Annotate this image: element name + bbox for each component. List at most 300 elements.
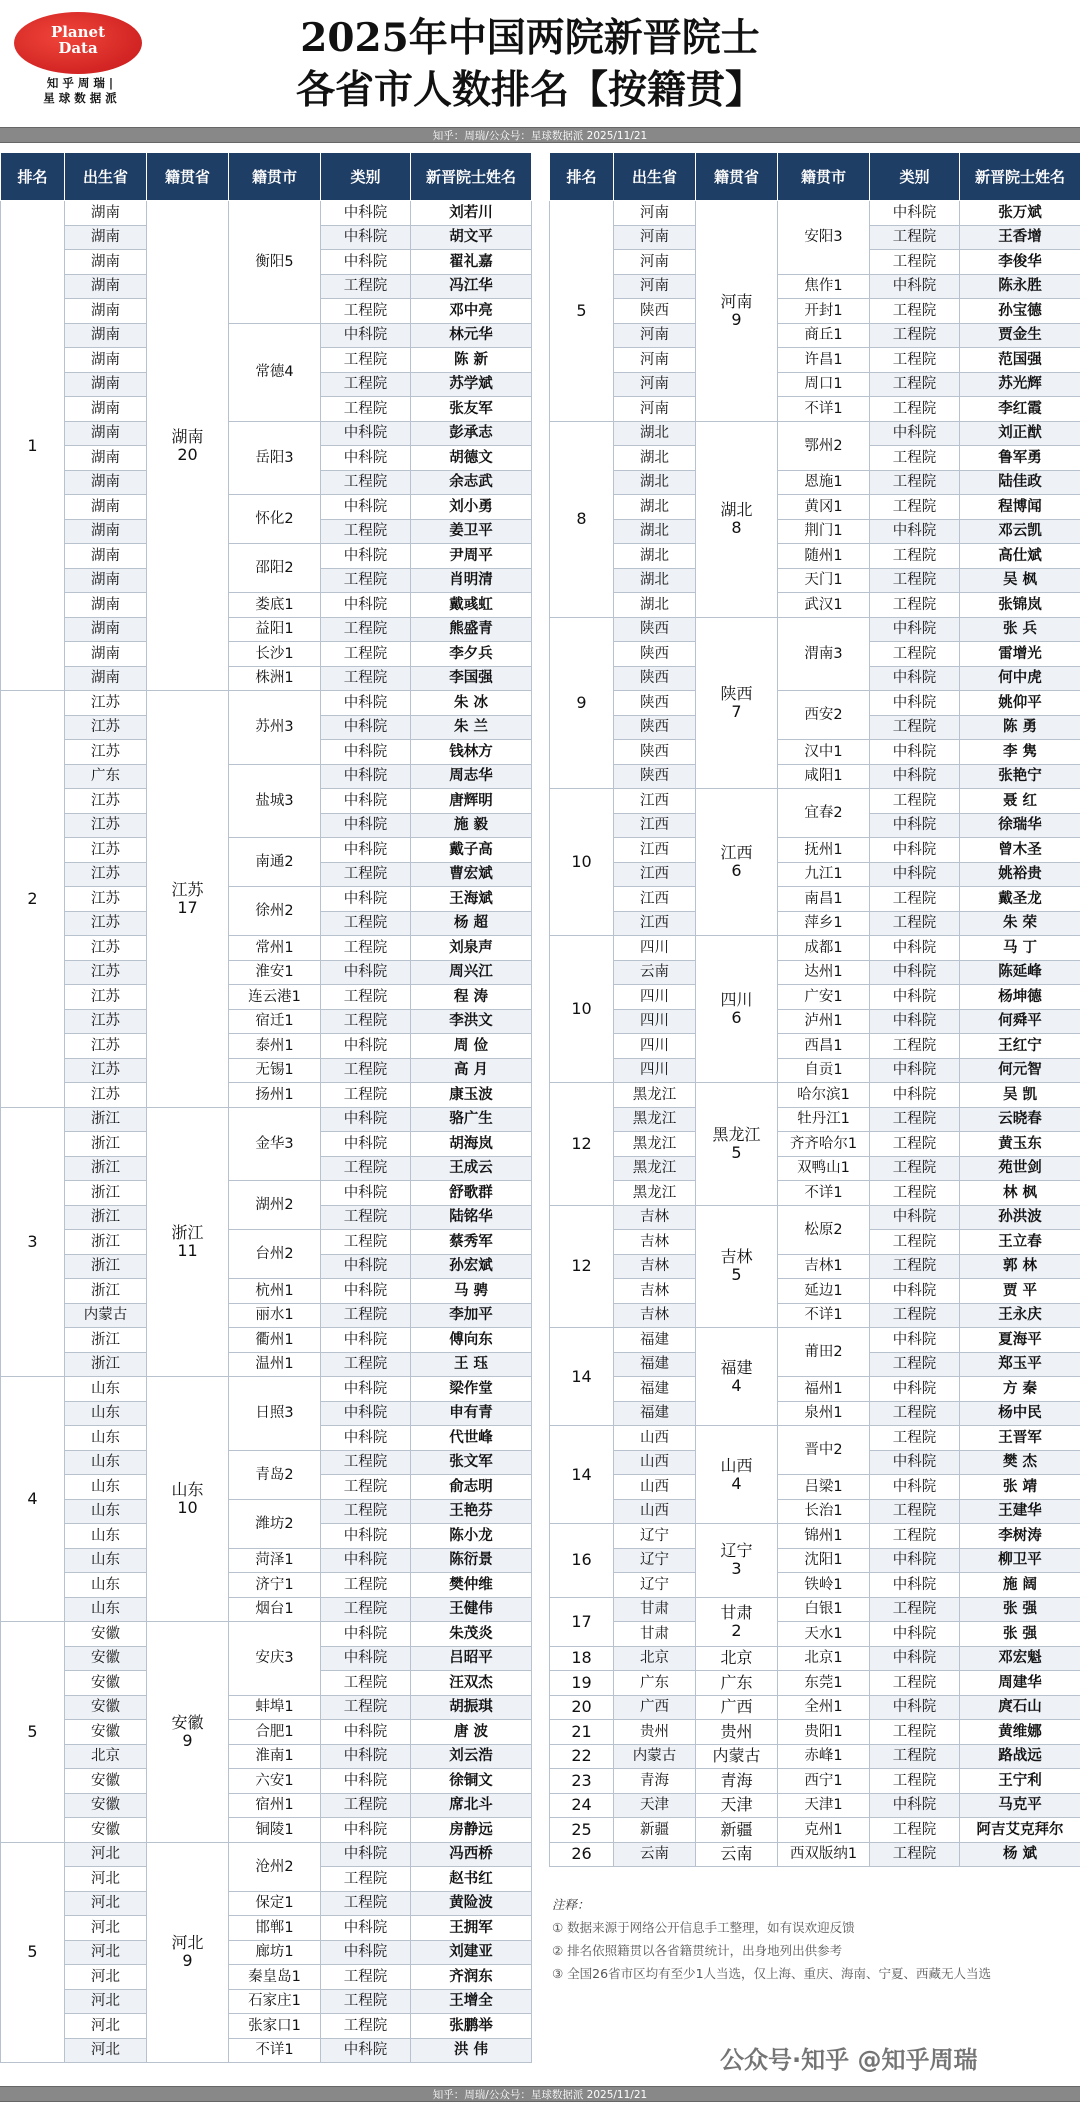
category-cell: 工程院 — [321, 1671, 411, 1696]
table-row — [550, 740, 1080, 765]
category-cell: 工程院 — [870, 1181, 960, 1206]
birth-province-cell: 甘肃 — [614, 1622, 696, 1647]
academician-name-cell: 冯江华 — [411, 274, 532, 299]
category-cell: 工程院 — [321, 1230, 411, 1255]
native-city-cell: 保定1 — [229, 1891, 321, 1916]
birth-province-cell: 湖南 — [65, 593, 147, 618]
academician-name-cell: 马克平 — [960, 1793, 1080, 1818]
title-line2: 各省市人数排名【按籍贯】 — [295, 67, 764, 113]
category-cell: 中科院 — [321, 1034, 411, 1059]
table-row — [550, 1181, 1080, 1206]
category-cell: 中科院 — [321, 887, 411, 912]
birth-province-cell: 江西 — [614, 887, 696, 912]
birth-province-cell: 陕西 — [614, 740, 696, 765]
category-cell: 中科院 — [321, 2038, 411, 2063]
native-city-cell: 怀化2 — [229, 495, 321, 544]
native-city-cell: 秦皇岛1 — [229, 1965, 321, 1990]
birth-province-cell: 湖南 — [65, 323, 147, 348]
table-row — [1, 2038, 532, 2063]
rank-cell: 1 — [1, 201, 65, 691]
birth-province-cell: 吉林 — [614, 1303, 696, 1328]
category-cell: 工程院 — [870, 1671, 960, 1696]
academician-name-cell: 鲁军勇 — [960, 446, 1080, 471]
category-cell: 中科院 — [321, 1622, 411, 1647]
academician-name-cell: 孙宏斌 — [411, 1254, 532, 1279]
category-cell: 工程院 — [870, 1034, 960, 1059]
category-cell: 中科院 — [321, 1254, 411, 1279]
native-province-cell: 江西 6 — [696, 789, 778, 936]
table-row — [1, 201, 532, 226]
ranking-table-left — [0, 152, 532, 2063]
native-province-cell: 吉林 5 — [696, 1205, 778, 1328]
academician-name-cell: 王永庆 — [960, 1303, 1080, 1328]
native-province-cell: 北京 — [696, 1646, 778, 1671]
birth-province-cell: 云南 — [614, 1842, 696, 1867]
academician-name-cell: 刘正猷 — [960, 421, 1080, 446]
native-province-cell: 四川 6 — [696, 936, 778, 1083]
academician-name-cell: 陆铭华 — [411, 1205, 532, 1230]
academician-name-cell: 马 骋 — [411, 1279, 532, 1304]
category-cell: 工程院 — [321, 1891, 411, 1916]
academician-name-cell: 张 强 — [960, 1597, 1080, 1622]
birth-province-cell: 黑龙江 — [614, 1132, 696, 1157]
category-cell: 工程院 — [321, 274, 411, 299]
academician-name-cell: 姚裕贵 — [960, 862, 1080, 887]
native-city-cell: 淮南1 — [229, 1744, 321, 1769]
academician-name-cell: 何元智 — [960, 1058, 1080, 1083]
table-row — [550, 299, 1080, 324]
category-cell: 中科院 — [870, 985, 960, 1010]
academician-name-cell: 周志华 — [411, 764, 532, 789]
category-cell: 工程院 — [321, 1009, 411, 1034]
academician-name-cell: 何舜平 — [960, 1009, 1080, 1034]
category-cell: 中科院 — [870, 666, 960, 691]
table-row — [1, 1793, 532, 1818]
table-header-row — [1, 153, 532, 201]
category-cell: 工程院 — [321, 666, 411, 691]
table-row — [1, 1916, 532, 1941]
category-cell: 中科院 — [321, 1426, 411, 1451]
birth-province-cell: 陕西 — [614, 764, 696, 789]
birth-province-cell: 吉林 — [614, 1205, 696, 1230]
native-city-cell: 泉州1 — [778, 1401, 870, 1426]
birth-province-cell: 山东 — [65, 1524, 147, 1549]
academician-name-cell: 杨 超 — [411, 911, 532, 936]
table-row — [1, 544, 532, 569]
academician-name-cell: 孙洪波 — [960, 1205, 1080, 1230]
academician-name-cell: 梁作堂 — [411, 1377, 532, 1402]
birth-province-cell: 浙江 — [65, 1181, 147, 1206]
native-city-cell: 铁岭1 — [778, 1573, 870, 1598]
table-row — [1, 1744, 532, 1769]
academician-name-cell: 康玉波 — [411, 1083, 532, 1108]
table-row — [550, 887, 1080, 912]
academician-name-cell: 聂 红 — [960, 789, 1080, 814]
academician-name-cell: 李国强 — [411, 666, 532, 691]
birth-province-cell: 河北 — [65, 2014, 147, 2039]
birth-province-cell: 浙江 — [65, 1230, 147, 1255]
academician-name-cell: 戴圣龙 — [960, 887, 1080, 912]
category-cell: 工程院 — [321, 1156, 411, 1181]
table-row — [550, 1254, 1080, 1279]
academician-name-cell: 庹石山 — [960, 1695, 1080, 1720]
native-city-cell: 不详1 — [778, 1181, 870, 1206]
category-cell: 中科院 — [870, 813, 960, 838]
category-cell: 中科院 — [321, 1107, 411, 1132]
category-cell: 工程院 — [870, 642, 960, 667]
category-cell: 工程院 — [321, 1793, 411, 1818]
column-header: 排名 — [550, 153, 614, 201]
academician-name-cell: 刘云浩 — [411, 1744, 532, 1769]
watermark: 公众号·知乎 @知乎周瑞 — [720, 2046, 978, 2074]
birth-province-cell: 山东 — [65, 1573, 147, 1598]
native-city-cell: 菏泽1 — [229, 1548, 321, 1573]
birth-province-cell: 江苏 — [65, 691, 147, 716]
category-cell: 中科院 — [870, 617, 960, 642]
academician-name-cell: 陈 新 — [411, 348, 532, 373]
category-cell: 中科院 — [870, 1695, 960, 1720]
category-cell: 工程院 — [321, 1475, 411, 1500]
native-city-cell: 贵阳1 — [778, 1720, 870, 1745]
birth-province-cell: 江苏 — [65, 715, 147, 740]
category-cell: 工程院 — [321, 862, 411, 887]
category-cell: 工程院 — [321, 1965, 411, 1990]
native-city-cell: 天门1 — [778, 568, 870, 593]
birth-province-cell: 山东 — [65, 1499, 147, 1524]
table-row — [1, 936, 532, 961]
academician-name-cell: 王拥军 — [411, 1916, 532, 1941]
native-city-cell: 连云港1 — [229, 985, 321, 1010]
category-cell: 中科院 — [870, 1083, 960, 1108]
birth-province-cell: 浙江 — [65, 1352, 147, 1377]
table-row — [550, 1132, 1080, 1157]
native-city-cell: 青岛2 — [229, 1450, 321, 1499]
table-row — [1, 1842, 532, 1867]
academician-name-cell: 王海斌 — [411, 887, 532, 912]
category-cell: 工程院 — [870, 1769, 960, 1794]
academician-name-cell: 唐辉明 — [411, 789, 532, 814]
birth-province-cell: 山东 — [65, 1475, 147, 1500]
native-city-cell: 达州1 — [778, 960, 870, 985]
native-province-cell: 湖北 8 — [696, 421, 778, 617]
academician-name-cell: 熊盛青 — [411, 617, 532, 642]
birth-province-cell: 湖北 — [614, 593, 696, 618]
native-city-cell: 渭南3 — [778, 617, 870, 691]
notes-section — [552, 1893, 1072, 1985]
table-row — [1, 1352, 532, 1377]
category-cell: 工程院 — [321, 299, 411, 324]
table-row — [1, 1720, 532, 1745]
category-cell: 中科院 — [321, 1401, 411, 1426]
native-city-cell: 白银1 — [778, 1597, 870, 1622]
native-city-cell: 淮安1 — [229, 960, 321, 985]
category-cell: 中科院 — [870, 274, 960, 299]
category-cell: 中科院 — [321, 1916, 411, 1941]
table-row — [1, 1058, 532, 1083]
academician-name-cell: 吴 枫 — [960, 568, 1080, 593]
birth-province-cell: 内蒙古 — [614, 1744, 696, 1769]
native-province-cell: 贵州 — [696, 1720, 778, 1745]
native-province-cell: 安徽 9 — [147, 1622, 229, 1843]
category-cell: 工程院 — [870, 1303, 960, 1328]
native-city-cell: 常州1 — [229, 936, 321, 961]
academician-name-cell: 汪双杰 — [411, 1671, 532, 1696]
category-cell: 中科院 — [870, 862, 960, 887]
category-cell: 中科院 — [321, 1132, 411, 1157]
table-row — [550, 1842, 1080, 1867]
category-cell: 中科院 — [321, 250, 411, 275]
birth-province-cell: 云南 — [614, 960, 696, 985]
category-cell: 工程院 — [321, 372, 411, 397]
birth-province-cell: 广东 — [65, 764, 147, 789]
academician-name-cell: 蔡秀军 — [411, 1230, 532, 1255]
native-city-cell: 温州1 — [229, 1352, 321, 1377]
birth-province-cell: 河南 — [614, 201, 696, 226]
table-row — [1, 1989, 532, 2014]
academician-name-cell: 高 月 — [411, 1058, 532, 1083]
table-row — [1, 1328, 532, 1353]
academician-name-cell: 李树涛 — [960, 1524, 1080, 1549]
birth-province-cell: 河北 — [65, 1940, 147, 1965]
birth-province-cell: 黑龙江 — [614, 1156, 696, 1181]
category-cell: 工程院 — [870, 372, 960, 397]
native-city-cell: 西宁1 — [778, 1769, 870, 1794]
category-cell: 中科院 — [321, 1377, 411, 1402]
category-cell: 中科院 — [870, 519, 960, 544]
academician-name-cell: 黄玉东 — [960, 1132, 1080, 1157]
academician-name-cell: 朱 荣 — [960, 911, 1080, 936]
academician-name-cell: 邓宏魁 — [960, 1646, 1080, 1671]
table-row — [1, 1377, 532, 1402]
birth-province-cell: 河北 — [65, 1867, 147, 1892]
category-cell: 工程院 — [870, 715, 960, 740]
academician-name-cell: 张鹏举 — [411, 2014, 532, 2039]
column-header: 出生省 — [65, 153, 147, 201]
academician-name-cell: 傅向东 — [411, 1328, 532, 1353]
academician-name-cell: 李俊华 — [960, 250, 1080, 275]
table-row — [1, 764, 532, 789]
birth-province-cell: 河北 — [65, 1891, 147, 1916]
category-cell: 中科院 — [870, 691, 960, 716]
birth-province-cell: 陕西 — [614, 617, 696, 642]
category-cell: 中科院 — [321, 1548, 411, 1573]
native-city-cell: 宿州1 — [229, 1793, 321, 1818]
academician-name-cell: 余志武 — [411, 470, 532, 495]
table-row — [550, 789, 1080, 814]
birth-province-cell: 江苏 — [65, 1058, 147, 1083]
birth-province-cell: 浙江 — [65, 1107, 147, 1132]
native-city-cell: 克州1 — [778, 1818, 870, 1843]
academician-name-cell: 夏海平 — [960, 1328, 1080, 1353]
rank-cell: 26 — [550, 1842, 614, 1867]
birth-province-cell: 江苏 — [65, 1034, 147, 1059]
native-city-cell: 西昌1 — [778, 1034, 870, 1059]
category-cell: 中科院 — [321, 323, 411, 348]
table-row — [550, 1548, 1080, 1573]
native-city-cell: 天水1 — [778, 1622, 870, 1647]
birth-province-cell: 江苏 — [65, 887, 147, 912]
source-banner-bottom: 知乎：周瑞/公众号：星球数据派 2025/11/21 — [0, 2086, 1080, 2102]
birth-province-cell: 四川 — [614, 1009, 696, 1034]
birth-province-cell: 江苏 — [65, 813, 147, 838]
column-header: 籍贯省 — [696, 153, 778, 201]
column-header: 类别 — [870, 153, 960, 201]
academician-name-cell: 戴子高 — [411, 838, 532, 863]
native-province-cell: 浙江 11 — [147, 1107, 229, 1377]
native-province-cell: 云南 — [696, 1842, 778, 1867]
birth-province-cell: 山东 — [65, 1548, 147, 1573]
academician-name-cell: 李加平 — [411, 1303, 532, 1328]
native-city-cell: 汉中1 — [778, 740, 870, 765]
table-row — [550, 1695, 1080, 1720]
header — [0, 0, 1080, 126]
birth-province-cell: 河南 — [614, 323, 696, 348]
logo-subtitle — [20, 76, 140, 106]
native-city-cell: 烟台1 — [229, 1597, 321, 1622]
table-row — [1, 1940, 532, 1965]
birth-province-cell: 浙江 — [65, 1279, 147, 1304]
rank-cell: 22 — [550, 1744, 614, 1769]
academician-name-cell: 曾木圣 — [960, 838, 1080, 863]
birth-province-cell: 福建 — [614, 1377, 696, 1402]
table-row — [550, 1646, 1080, 1671]
academician-name-cell: 贾金生 — [960, 323, 1080, 348]
table-row — [550, 495, 1080, 520]
academician-name-cell: 王晋军 — [960, 1426, 1080, 1451]
birth-province-cell: 陕西 — [614, 299, 696, 324]
rank-cell: 24 — [550, 1793, 614, 1818]
birth-province-cell: 安徽 — [65, 1671, 147, 1696]
category-cell: 中科院 — [870, 838, 960, 863]
category-cell: 工程院 — [870, 544, 960, 569]
academician-name-cell: 徐瑞华 — [960, 813, 1080, 838]
birth-province-cell: 山西 — [614, 1499, 696, 1524]
academician-name-cell: 邓中亮 — [411, 299, 532, 324]
native-city-cell: 武汉1 — [778, 593, 870, 618]
table-row — [1, 1597, 532, 1622]
academician-name-cell: 张 靖 — [960, 1475, 1080, 1500]
native-city-cell: 齐齐哈尔1 — [778, 1132, 870, 1157]
academician-name-cell: 何中虎 — [960, 666, 1080, 691]
birth-province-cell: 安徽 — [65, 1818, 147, 1843]
birth-province-cell: 湖南 — [65, 421, 147, 446]
birth-province-cell: 湖南 — [65, 446, 147, 471]
birth-province-cell: 四川 — [614, 985, 696, 1010]
academician-name-cell: 王宁利 — [960, 1769, 1080, 1794]
rank-cell: 5 — [1, 1842, 65, 2063]
category-cell: 工程院 — [870, 1401, 960, 1426]
table-row — [1, 666, 532, 691]
birth-province-cell: 湖南 — [65, 666, 147, 691]
native-city-cell: 不详1 — [778, 397, 870, 422]
birth-province-cell: 山东 — [65, 1450, 147, 1475]
column-header: 籍贯市 — [229, 153, 321, 201]
category-cell: 中科院 — [321, 1769, 411, 1794]
academician-name-cell: 李红霞 — [960, 397, 1080, 422]
native-city-cell: 丽水1 — [229, 1303, 321, 1328]
birth-province-cell: 吉林 — [614, 1254, 696, 1279]
native-city-cell: 双鸭山1 — [778, 1156, 870, 1181]
native-city-cell: 杭州1 — [229, 1279, 321, 1304]
rank-cell: 9 — [550, 617, 614, 789]
table-row — [550, 1573, 1080, 1598]
native-province-cell: 内蒙古 — [696, 1744, 778, 1769]
category-cell: 工程院 — [321, 936, 411, 961]
table-row — [550, 617, 1080, 642]
birth-province-cell: 安徽 — [65, 1769, 147, 1794]
category-cell: 工程院 — [870, 887, 960, 912]
table-row — [1, 1622, 532, 1647]
academician-name-cell: 贾 平 — [960, 1279, 1080, 1304]
birth-province-cell: 内蒙古 — [65, 1303, 147, 1328]
category-cell: 中科院 — [321, 1940, 411, 1965]
academician-name-cell: 代世峰 — [411, 1426, 532, 1451]
native-city-cell: 牡丹江1 — [778, 1107, 870, 1132]
category-cell: 工程院 — [321, 617, 411, 642]
category-cell: 中科院 — [870, 1377, 960, 1402]
category-cell: 中科院 — [321, 593, 411, 618]
birth-province-cell: 青海 — [614, 1769, 696, 1794]
category-cell: 中科院 — [870, 1573, 960, 1598]
rank-cell: 3 — [1, 1107, 65, 1377]
birth-province-cell: 湖北 — [614, 544, 696, 569]
birth-province-cell: 湖南 — [65, 642, 147, 667]
table-row — [1, 1548, 532, 1573]
academician-name-cell: 吕昭平 — [411, 1646, 532, 1671]
category-cell: 工程院 — [870, 446, 960, 471]
academician-name-cell: 樊仲维 — [411, 1573, 532, 1598]
table-row — [1, 1818, 532, 1843]
academician-name-cell: 戴彧虹 — [411, 593, 532, 618]
rank-cell: 8 — [550, 421, 614, 617]
category-cell: 工程院 — [870, 1352, 960, 1377]
category-cell: 工程院 — [870, 1499, 960, 1524]
category-cell: 中科院 — [870, 1646, 960, 1671]
native-city-cell: 台州2 — [229, 1230, 321, 1279]
table-row — [550, 1328, 1080, 1353]
native-city-cell: 哈尔滨1 — [778, 1083, 870, 1108]
category-cell: 中科院 — [321, 446, 411, 471]
academician-name-cell: 姚仰平 — [960, 691, 1080, 716]
table-row — [550, 985, 1080, 1010]
academician-name-cell: 王红宁 — [960, 1034, 1080, 1059]
rank-cell: 12 — [550, 1205, 614, 1328]
academician-name-cell: 冯西桥 — [411, 1842, 532, 1867]
table-row — [1, 1230, 532, 1255]
birth-province-cell: 河南 — [614, 225, 696, 250]
academician-name-cell: 钱林方 — [411, 740, 532, 765]
category-cell: 工程院 — [321, 1352, 411, 1377]
table-row — [550, 1720, 1080, 1745]
native-city-cell: 商丘1 — [778, 323, 870, 348]
table-row — [550, 519, 1080, 544]
category-cell: 工程院 — [870, 1524, 960, 1549]
category-cell: 工程院 — [870, 593, 960, 618]
birth-province-cell: 湖北 — [614, 470, 696, 495]
table-row — [550, 421, 1080, 446]
category-cell: 中科院 — [321, 225, 411, 250]
native-city-cell: 泸州1 — [778, 1009, 870, 1034]
native-city-cell: 日照3 — [229, 1377, 321, 1451]
rank-cell: 17 — [550, 1597, 614, 1646]
native-city-cell: 鄂州2 — [778, 421, 870, 470]
logo-sub-line1: 知 乎 周 瑞 | — [46, 76, 114, 90]
rank-cell: 16 — [550, 1524, 614, 1598]
academician-name-cell: 唐 波 — [411, 1720, 532, 1745]
rank-cell: 2 — [1, 691, 65, 1108]
academician-name-cell: 俞志明 — [411, 1475, 532, 1500]
academician-name-cell: 徐铜文 — [411, 1769, 532, 1794]
